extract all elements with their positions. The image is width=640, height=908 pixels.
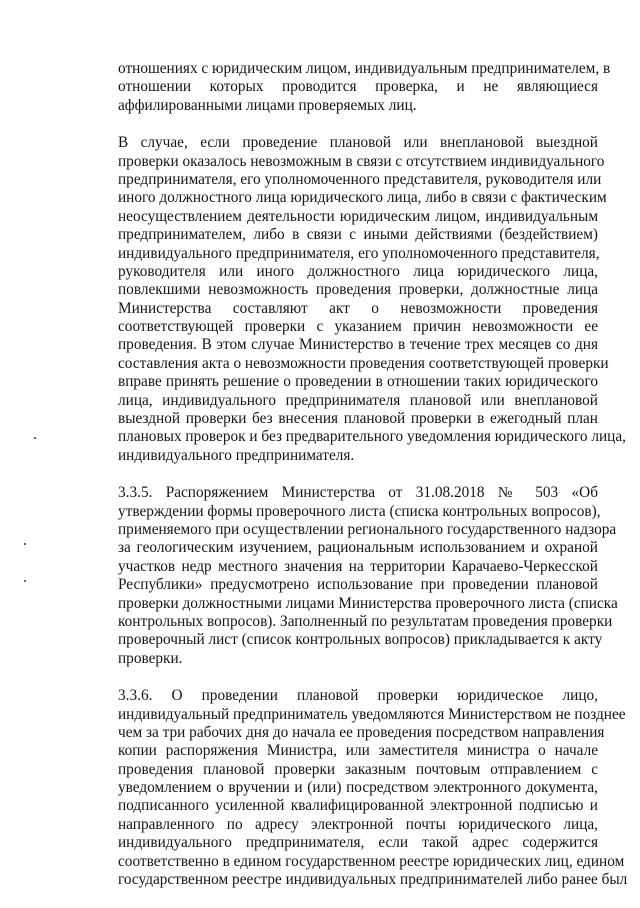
text-line: предпринимателем, либо в связи с иными действиями (бездействием)	[118, 226, 598, 244]
text-line: проверки.	[118, 649, 183, 667]
text-line: иного должностного лица юридического лица, либо в связи с фактическим	[118, 189, 607, 207]
text-line: проведения плановой проверки заказным почтовым отправлением с	[118, 760, 598, 778]
document-body	[118, 60, 628, 908]
text-line: утверждении формы проверочного листа (списка контрольных вопросов),	[118, 502, 601, 520]
text-line: соответственно в едином государственном реестре юридических лиц, едином	[118, 852, 625, 870]
text-line: отношении которых проводится проверка, и не являющиеся	[118, 78, 598, 96]
paragraph	[118, 60, 611, 115]
text-line: подписанного усиленной квалифицированной электронной подписью и	[118, 797, 598, 815]
text-line: государственном реестре индивидуальных предпринимателей либо ранее был	[118, 871, 628, 889]
text-line: индивидуального предпринимателя, если такой адрес содержится	[118, 834, 598, 852]
text-line: проверки должностными лицами Министерства проверочного листа (списка	[118, 594, 618, 612]
text-line: 3.3.5. Распоряжением Министерства от 31.08.2018 № 503 «Об	[118, 484, 598, 502]
text-line: проверочный лист (список контрольных вопросов) прикладывается к акту	[118, 631, 603, 649]
text-line: применяемого при осуществлении регионального государственного надзора	[118, 520, 617, 538]
text-line: предпринимателя, его уполномоченного представителя, руководителя или	[118, 170, 602, 188]
paragraph	[118, 484, 618, 668]
paragraph	[118, 687, 628, 889]
text-line: руководителя или иного должностного лица юридического лица,	[118, 262, 598, 280]
text-line: вправе принять решение о проведении в отношении таких юридического	[118, 373, 598, 391]
text-line: аффилированными лицами проверяемых лиц.	[118, 96, 417, 114]
text-line: неосуществлением деятельности юридическим лицом, индивидуальным	[118, 207, 598, 225]
text-line: выездной проверки без внесения плановой проверки в ежегодный план	[118, 410, 598, 428]
text-line: копии распоряжения Министра, или заместителя министра о начале	[118, 742, 598, 760]
scan-speck	[24, 543, 26, 545]
scan-speck	[24, 580, 26, 582]
scan-speck	[34, 437, 36, 439]
text-line: уведомлением о вручении и (или) посредством электронного документа,	[118, 779, 598, 797]
text-line: индивидуальный предприниматель уведомляются Министерством не позднее	[118, 705, 626, 723]
text-line: отношениях с юридическим лицом, индивидуальным предпринимателем, в	[118, 60, 611, 77]
text-line: составления акта о невозможности проведения соответствующей проверки	[118, 354, 609, 372]
text-line: повлекшими невозможность проведения проверки, должностные лица	[118, 281, 598, 299]
text-line: проведения. В этом случае Министерство в течение трех месяцев со дня	[118, 336, 598, 354]
text-line: индивидуального предпринимателя.	[118, 446, 355, 464]
text-line: контрольных вопросов). Заполненный по результатам проведения проверки	[118, 612, 613, 630]
text-line: проверки оказалось невозможным в связи с отсутствием индивидуального	[118, 152, 605, 170]
text-line: чем за три рабочих дня до начала ее проведения посредством направления	[118, 723, 605, 741]
text-line: участков недр местного значения на территории Карачаево-Черкесской	[118, 557, 598, 575]
text-line: соответствующей проверки с указанием причин невозможности ее	[118, 318, 598, 336]
paragraph	[118, 134, 626, 465]
text-line: лица, индивидуального предпринимателя плановой или внеплановой	[118, 391, 598, 409]
text-line: плановых проверок и без предварительного уведомления юридического лица,	[118, 428, 626, 446]
text-line: 3.3.6. О проведении плановой проверки юридическое лицо,	[118, 687, 598, 705]
text-line: направленного по адресу электронной почты юридического лица,	[118, 815, 598, 833]
text-line: Республики» предусмотрено использование при проведении плановой	[118, 576, 598, 594]
text-line: за геологическим изучением, рациональным использованием и охраной	[118, 539, 598, 557]
text-line: индивидуального предпринимателя, его уполномоченного представителя,	[118, 244, 600, 262]
text-line: В случае, если проведение плановой или внеплановой выездной	[118, 134, 598, 152]
text-line: Министерства составляют акт о невозможности проведения	[118, 299, 598, 317]
